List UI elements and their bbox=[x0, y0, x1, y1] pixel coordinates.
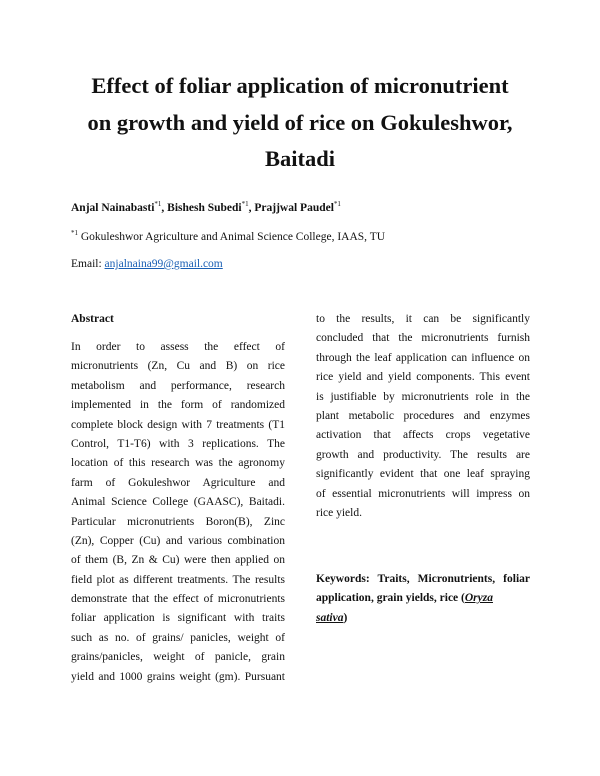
author-3: Prajjwal Paudel bbox=[254, 201, 334, 214]
abstract-left-column bbox=[71, 338, 285, 687]
keywords-close-paren: ) bbox=[343, 611, 348, 624]
abstract-line: implemented in the form of randomized bbox=[71, 399, 285, 412]
abstract-line: complete block design with 7 treatments (T1 bbox=[71, 418, 285, 431]
title-line-3: Baitadi bbox=[264, 146, 336, 171]
abstract-line: is justifiable by micronutrients role in the bbox=[316, 390, 530, 403]
title-line-1: Effect of foliar application of micronutrient bbox=[91, 73, 509, 98]
abstract-line: metabolism and performance, research bbox=[71, 379, 285, 392]
abstract-line: farm of Gokuleshwor Agriculture and bbox=[71, 476, 285, 489]
abstract-line: demonstrate that the effect of micronutrients bbox=[71, 593, 285, 606]
keywords-block bbox=[316, 570, 530, 628]
abstract-line: rice yield and yield components. This event bbox=[316, 371, 530, 384]
author-1-marker: *1 bbox=[154, 200, 162, 208]
author-2-marker: *1 bbox=[241, 200, 249, 208]
affiliation-text: Gokuleshwor Agriculture and Animal Science College, IAAS, TU bbox=[78, 230, 386, 243]
abstract-line: location of this research was the agronomy bbox=[71, 457, 285, 470]
abstract-line: of essential micronutrients will impress on bbox=[316, 487, 530, 500]
abstract-line: of them (B, Zn & Cu) were then applied on bbox=[71, 554, 285, 567]
author-separator: , bbox=[161, 201, 168, 214]
affiliation-marker: *1 bbox=[71, 229, 78, 237]
title-line-2: on growth and yield of rice on Gokuleshwor, bbox=[87, 109, 513, 135]
abstract-line: foliar application is significant with traits bbox=[71, 612, 285, 625]
keywords-line-2 bbox=[316, 589, 530, 608]
paper-title bbox=[40, 68, 560, 178]
author-2: Bishesh Subedi bbox=[167, 201, 242, 214]
abstract-line: field plot as different treatments. The results bbox=[71, 573, 285, 586]
abstract-line: Animal Science College (GAASC), Baitadi. bbox=[71, 496, 285, 509]
abstract-line: concluded that the micronutrients furnish bbox=[316, 332, 530, 345]
abstract-line: significantly evident that one leaf spraying bbox=[316, 468, 530, 481]
abstract-right-column bbox=[316, 310, 530, 523]
abstract-heading: Abstract bbox=[71, 313, 114, 325]
author-3-marker: *1 bbox=[333, 200, 341, 208]
abstract-line: rice yield. bbox=[316, 506, 362, 519]
abstract-line: growth and productivity. The results are bbox=[316, 448, 530, 461]
author-list bbox=[71, 200, 341, 214]
affiliation bbox=[71, 229, 385, 243]
author-separator: , bbox=[248, 201, 255, 214]
abstract-line: Particular micronutrients Boron(B), Zinc bbox=[71, 515, 285, 528]
email-label: Email: bbox=[71, 258, 105, 270]
keywords-line-2-text: application, grain yields, rice ( bbox=[316, 592, 465, 605]
contact-email bbox=[71, 258, 223, 270]
author-1: Anjal Nainabasti bbox=[71, 201, 155, 214]
abstract-line: grains/panicles, weight of panicle, grain bbox=[71, 651, 285, 664]
species-name-genus: Oryza bbox=[464, 592, 493, 605]
abstract-line: through the leaf application can influence on bbox=[316, 351, 530, 364]
abstract-line: In order to assess the effect of bbox=[71, 341, 285, 353]
abstract-line: micronutrients (Zn, Cu and B) on rice bbox=[71, 360, 285, 373]
abstract-line: such as no. of grains/ panicles, weight of bbox=[71, 631, 285, 644]
abstract-line: (Zn), Copper (Cu) and various combination bbox=[71, 534, 285, 547]
abstract-line: Control, T1-T6) with 3 replications. The bbox=[71, 437, 285, 450]
keywords-line-1: Keywords: Traits, Micronutrients, foliar bbox=[316, 573, 530, 585]
abstract-line: yield and 1000 grains weight (gm). Pursuant bbox=[71, 670, 285, 683]
abstract-line: plant metabolic procedures and enzymes bbox=[316, 409, 530, 422]
keywords-line-3 bbox=[316, 609, 530, 628]
abstract-line: activation that affects crops vegetative bbox=[316, 429, 530, 442]
email-link[interactable]: anjalnaina99@gmail.com bbox=[104, 258, 223, 270]
species-name-epithet: sativa bbox=[316, 611, 344, 624]
abstract-line: to the results, it can be significantly bbox=[316, 313, 530, 325]
